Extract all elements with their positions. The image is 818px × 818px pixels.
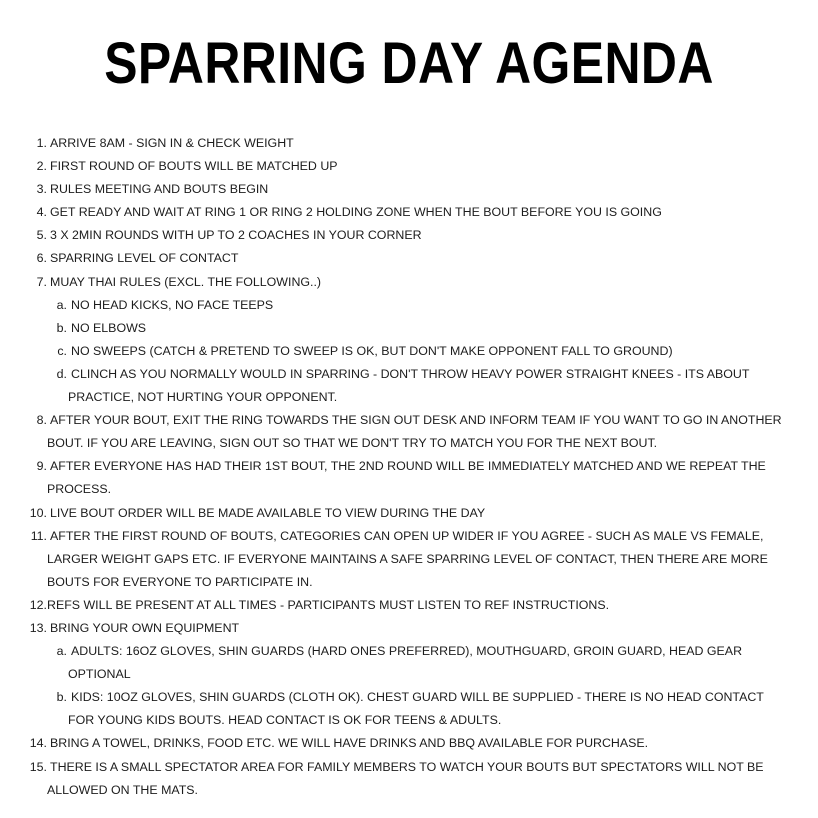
list-item-text: SPARRING LEVEL OF CONTACT (50, 251, 239, 266)
list-item-text: OPTIONAL (68, 667, 131, 682)
list-item (0, 132, 818, 155)
list-item-number: 11. (30, 528, 47, 543)
list-item-text: FOR YOUNG KIDS BOUTS. HEAD CONTACT IS OK FOR TEENS & ADULTS. (68, 713, 502, 728)
list-item (0, 502, 818, 525)
list-item-number: 9. (36, 459, 47, 474)
list-item-continuation (0, 779, 818, 802)
sub-list-item (0, 686, 818, 709)
list-item-number: 3. (36, 182, 47, 197)
list-item-text: ALLOWED ON THE MATS. (47, 782, 199, 797)
list-item-text: BRING A TOWEL, DRINKS, FOOD ETC. WE WILL HAVE DRINKS AND BBQ AVAILABLE FOR PURCHASE. (50, 736, 649, 751)
list-item-text: THERE IS A SMALL SPECTATOR AREA FOR FAMILY MEMBERS TO WATCH YOUR BOUTS BUT SPECTATORS WILL NOT BE (50, 759, 764, 774)
list-item (0, 178, 818, 201)
list-item (0, 732, 818, 755)
sub-list-item (0, 294, 818, 317)
list-item-number: 14. (29, 736, 47, 751)
list-item-continuation (0, 548, 818, 571)
list-item-number: a. (56, 644, 67, 659)
list-item (0, 247, 818, 270)
list-item-text: CLINCH AS YOU NORMALLY WOULD IN SPARRING - DON'T THROW HEAVY POWER STRAIGHT KNEES - ITS ABOUT (71, 366, 750, 381)
list-item-number: b. (56, 320, 67, 335)
list-item-text: NO HEAD KICKS, NO FACE TEEPS (71, 297, 274, 312)
list-item-text: NO SWEEPS (CATCH & PRETEND TO SWEEP IS OK, BUT DON'T MAKE OPPONENT FALL TO GROUND) (71, 343, 673, 358)
list-item (0, 617, 818, 640)
list-item-number: 10. (29, 505, 47, 520)
sub-list-item (0, 640, 818, 663)
list-item (0, 594, 818, 617)
list-item-continuation (0, 478, 818, 501)
list-item (0, 224, 818, 247)
page-title: SPARRING DAY AGENDA (104, 31, 714, 96)
list-item (0, 155, 818, 178)
list-item-text: AFTER THE FIRST ROUND OF BOUTS, CATEGORIES CAN OPEN UP WIDER IF YOU AGREE - SUCH AS MALE VS FEMALE, (50, 528, 764, 543)
list-item-text: LARGER WEIGHT GAPS ETC. IF EVERYONE MAINTAINS A SAFE SPARRING LEVEL OF CONTACT, THEN THERE ARE MORE (47, 551, 768, 566)
list-item-text: RULES MEETING AND BOUTS BEGIN (50, 182, 269, 197)
list-item-text: BOUT. IF YOU ARE LEAVING, SIGN OUT SO THAT WE DON'T TRY TO MATCH YOU FOR THE NEXT BOUT. (47, 436, 658, 451)
list-item (0, 756, 818, 779)
list-item (0, 455, 818, 478)
list-item-text: PRACTICE, NOT HURTING YOUR OPPONENT. (68, 390, 338, 405)
sub-list-item-continuation (0, 386, 818, 409)
list-item-continuation (0, 571, 818, 594)
list-item (0, 201, 818, 224)
list-item-number: b. (56, 690, 67, 705)
list-item-text: MUAY THAI RULES (EXCL. THE FOLLOWING..) (50, 274, 322, 289)
list-item-number: 8. (36, 413, 47, 428)
list-item-text: ARRIVE 8AM - SIGN IN & CHECK WEIGHT (50, 136, 294, 150)
list-item-number: 5. (36, 228, 47, 243)
list-item-number: 15. (29, 759, 47, 774)
list-item-number: 2. (36, 159, 47, 174)
list-item-text: BRING YOUR OWN EQUIPMENT (50, 620, 240, 635)
list-item-number: 7. (36, 274, 47, 289)
list-item-number: 4. (36, 205, 47, 220)
list-item (0, 409, 818, 432)
list-item-number: 1. (36, 136, 47, 150)
agenda-list (0, 132, 818, 802)
list-item-text: AFTER EVERYONE HAS HAD THEIR 1ST BOUT, THE 2ND ROUND WILL BE IMMEDIATELY MATCHED AND WE REPEAT THE (50, 459, 766, 474)
list-item-text: 3 X 2MIN ROUNDS WITH UP TO 2 COACHES IN YOUR CORNER (50, 228, 422, 243)
list-item-text: ADULTS: 16OZ GLOVES, SHIN GUARDS (HARD ONES PREFERRED), MOUTHGUARD, GROIN GUARD, HEAD GEAR (71, 644, 743, 659)
list-item-number: d. (56, 366, 67, 381)
list-item-number: 13. (29, 620, 47, 635)
list-item-text: GET READY AND WAIT AT RING 1 OR RING 2 HOLDING ZONE WHEN THE BOUT BEFORE YOU IS GOING (50, 205, 662, 220)
list-item-number: a. (56, 297, 67, 312)
sub-list-item-continuation (0, 663, 818, 686)
list-item-text: NO ELBOWS (71, 320, 147, 335)
sub-list-item (0, 363, 818, 386)
list-item-number: 12. (29, 597, 47, 612)
list-item-continuation (0, 432, 818, 455)
list-item-text: BOUTS FOR EVERYONE TO PARTICIPATE IN. (47, 574, 313, 589)
list-item-text: AFTER YOUR BOUT, EXIT THE RING TOWARDS THE SIGN OUT DESK AND INFORM TEAM IF YOU WANT TO GO IN ANOTHER (50, 413, 782, 428)
list-item-number: c. (57, 343, 67, 358)
list-item-text: LIVE BOUT ORDER WILL BE MADE AVAILABLE TO VIEW DURING THE DAY (50, 505, 486, 520)
list-item (0, 271, 818, 294)
sub-list-item (0, 340, 818, 363)
list-item-number: 6. (36, 251, 47, 266)
list-item-text: PROCESS. (47, 482, 112, 497)
list-item-text: REFS WILL BE PRESENT AT ALL TIMES - PARTICIPANTS MUST LISTEN TO REF INSTRUCTIONS. (47, 597, 610, 612)
list-item-text: FIRST ROUND OF BOUTS WILL BE MATCHED UP (50, 159, 338, 174)
sub-list-item (0, 317, 818, 340)
list-item (0, 525, 818, 548)
list-item-text: KIDS: 10OZ GLOVES, SHIN GUARDS (CLOTH OK). CHEST GUARD WILL BE SUPPLIED - THERE IS NO HEAD CONTACT (71, 690, 764, 705)
sub-list-item-continuation (0, 709, 818, 732)
